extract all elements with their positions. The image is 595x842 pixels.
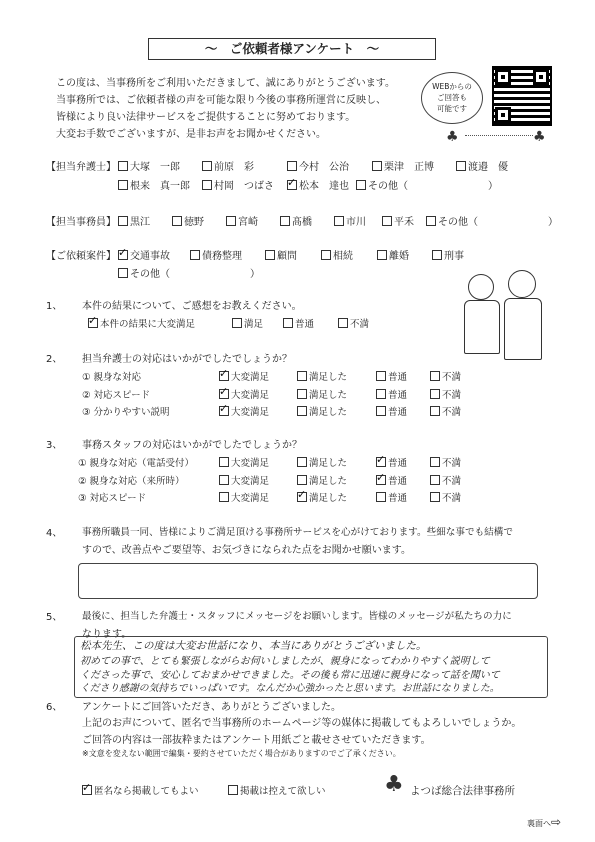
- checkbox-checked[interactable]: [219, 371, 229, 381]
- checkbox[interactable]: [297, 389, 307, 399]
- checkbox[interactable]: [219, 492, 229, 502]
- checkbox[interactable]: [376, 492, 386, 502]
- staff-option[interactable]: 髙橋: [280, 213, 312, 228]
- q5-text-line-2: なります。: [82, 629, 132, 640]
- checkbox[interactable]: [456, 161, 466, 171]
- handwritten-message-line: 松本先生、この度は大変お世話になり、本当にありがとうございました。: [80, 640, 427, 652]
- lawyer-option[interactable]: 根来 真一郎: [118, 177, 190, 192]
- lawyer-option[interactable]: 村岡 つばさ: [202, 177, 274, 192]
- q2-option[interactable]: 普通: [376, 387, 407, 401]
- checkbox[interactable]: [430, 389, 440, 399]
- checkbox[interactable]: [376, 406, 386, 416]
- lawyer-option-checked[interactable]: ✓ 松本 達也: [287, 177, 349, 192]
- q3-option[interactable]: 大変満足: [219, 490, 269, 504]
- checkbox[interactable]: [228, 785, 238, 795]
- q6-text-line-3: ご回答の内容は一部抜粋またはアンケート用紙ごと載せさせていただきます。: [82, 735, 431, 746]
- q2-option[interactable]: 満足した: [297, 404, 347, 418]
- case-option[interactable]: 離婚: [377, 247, 409, 262]
- q3-option[interactable]: 満足した: [297, 473, 347, 487]
- checkbox[interactable]: [226, 216, 236, 226]
- q3-text: 事務スタッフの対応はいかがでしたでしょうか？: [82, 440, 302, 451]
- qr-code[interactable]: [492, 66, 552, 126]
- checkbox[interactable]: [377, 250, 387, 260]
- case-option[interactable]: 相続: [321, 247, 353, 262]
- q1-option-checked[interactable]: ✓本件の結果に大変満足: [88, 316, 195, 330]
- q5-number: 5、: [46, 612, 63, 623]
- checkbox[interactable]: [334, 216, 344, 226]
- q4-answer-box[interactable]: [78, 563, 538, 599]
- q2-option[interactable]: 普通: [376, 404, 407, 418]
- next-page-link[interactable]: 裏面へ⇨: [527, 815, 562, 829]
- case-label: 【ご依頼案件】: [46, 251, 116, 262]
- q6-number: 6、: [46, 702, 63, 713]
- checkbox[interactable]: [190, 250, 200, 260]
- q4-number: 4、: [46, 528, 63, 539]
- q2-row-label: ② 対応スピード: [82, 390, 151, 401]
- q3-row-label: ① 親身な対応（電話受付）: [78, 458, 195, 469]
- handwritten-message-line: くださり感謝の気持ちでいっぱいです。なんだか心強かったと思います。お世話になりました。: [80, 683, 500, 694]
- checkbox[interactable]: [382, 216, 392, 226]
- lawyer-option[interactable]: 栗津 正博: [372, 158, 434, 173]
- checkbox[interactable]: [430, 371, 440, 381]
- q2-option-checked[interactable]: ✓ 大変満足: [219, 387, 269, 401]
- q3-option[interactable]: 大変満足: [219, 473, 269, 487]
- q1-text: 本件の結果について、ご感想をお教えください。: [82, 301, 302, 312]
- checkbox[interactable]: [219, 475, 229, 485]
- q2-option-checked[interactable]: ✓ 大変満足: [219, 404, 269, 418]
- checkbox[interactable]: [202, 161, 212, 171]
- q2-row-label: ① 親身な対応: [82, 372, 142, 383]
- lawyer-option[interactable]: 渡邉 優: [456, 158, 508, 173]
- handwritten-message-line: くださった事で、安心しておまかせできました。その後も常に迅速に親身になって話を聞いて: [80, 670, 500, 681]
- checkbox[interactable]: [356, 180, 366, 190]
- q6-text-line-2: 上記のお声について、匿名で当事務所のホームページ等の媒体に掲載してもよろしいでしょうか。: [82, 718, 522, 729]
- checkbox[interactable]: [280, 216, 290, 226]
- q3-option[interactable]: 満足した: [297, 455, 347, 469]
- q6-option[interactable]: 掲載は控えて欲しい: [228, 783, 326, 797]
- decorative-divider: [465, 135, 533, 136]
- q2-option[interactable]: 不満: [430, 387, 461, 401]
- q3-option[interactable]: 不満: [430, 490, 461, 504]
- q6-text-line-1: アンケートにご回答いただき、ありがとうございました。: [82, 702, 341, 713]
- web-answer-note: WEBからの ご回答も 可能です: [421, 72, 483, 124]
- lawyer-option[interactable]: 今村 公治: [287, 158, 349, 173]
- checkbox[interactable]: [297, 475, 307, 485]
- checkbox[interactable]: [430, 457, 440, 467]
- lawyer-option-other[interactable]: その他（ ）: [356, 177, 498, 192]
- case-option[interactable]: 刑事: [432, 247, 464, 262]
- staff-option[interactable]: 平禾: [382, 213, 414, 228]
- intro-line-2: 当事務所では、ご依頼者様の声を可能な限り今後の事務所運営に反映し、: [56, 95, 386, 106]
- checkbox[interactable]: [426, 216, 436, 226]
- checkbox[interactable]: [283, 318, 293, 328]
- checkbox[interactable]: [265, 250, 275, 260]
- checkbox[interactable]: [297, 457, 307, 467]
- checkbox[interactable]: [118, 216, 128, 226]
- q6-option-checked[interactable]: ✓匿名なら掲載してもよい: [82, 783, 199, 797]
- q2-option[interactable]: 満足した: [297, 369, 347, 383]
- case-option[interactable]: 顧問: [265, 247, 297, 262]
- clover-logo-icon: ♣: [384, 772, 404, 797]
- case-option-checked[interactable]: ✓ 交通事故: [118, 247, 170, 262]
- q3-option-checked[interactable]: ✓ 普通: [376, 455, 407, 469]
- checkbox[interactable]: [297, 371, 307, 381]
- checkbox[interactable]: [372, 161, 382, 171]
- q3-option[interactable]: 不満: [430, 455, 461, 469]
- q2-option[interactable]: 満足した: [297, 387, 347, 401]
- checkbox[interactable]: [202, 180, 212, 190]
- staff-option-other[interactable]: その他（ ）: [426, 213, 558, 228]
- checkbox[interactable]: [321, 250, 331, 260]
- checkbox[interactable]: [432, 250, 442, 260]
- q5-text-line-1: 最後に、担当した弁護士・スタッフにメッセージをお願いします。皆様のメッセージが私たちの力に: [82, 611, 512, 622]
- handwritten-message-line: 初めての事で、とても緊張しながらお伺いしましたが、親身になってわかりやすく説明して: [80, 656, 490, 667]
- clover-icon: ♣: [446, 129, 459, 145]
- q3-option-checked[interactable]: ✓ 普通: [376, 473, 407, 487]
- lawyers-illustration: [462, 270, 552, 365]
- lawyer-option[interactable]: 大塚 一郎: [118, 158, 180, 173]
- q2-row-label: ③ 分かりやすい説明: [82, 407, 170, 418]
- q4-text-line-1: 事務所職員一同、皆様によりご満足頂ける事務所サービスを心がけております。些細な事でも結構で: [82, 527, 513, 538]
- q2-option[interactable]: 不満: [430, 369, 461, 383]
- q2-option[interactable]: 普通: [376, 369, 407, 383]
- staff-option[interactable]: 黒江: [118, 213, 150, 228]
- checkbox[interactable]: [376, 389, 386, 399]
- intro-line-4: 大変お手数でございますが、是非お声をお聞かせください。: [56, 129, 326, 140]
- checkbox[interactable]: [118, 268, 128, 278]
- checkbox[interactable]: [338, 318, 348, 328]
- q3-option[interactable]: 普通: [376, 490, 407, 504]
- staff-option[interactable]: 市川: [334, 213, 366, 228]
- case-option[interactable]: 債務整理: [190, 247, 242, 262]
- staff-option[interactable]: 徳野: [172, 213, 204, 228]
- q4-text-line-2: すので、改善点やご要望等、お気づきになられた点をお聞かせ願います。: [82, 545, 411, 556]
- intro-line-1: この度は、当事務所をご利用いただきまして、誠にありがとうございます。: [56, 78, 395, 89]
- q3-row-label: ② 親身な対応（来所時）: [78, 476, 185, 487]
- checkbox-checked[interactable]: [88, 318, 98, 328]
- checkbox-checked[interactable]: [219, 406, 229, 416]
- lawyer-label: 【担当弁護士】: [46, 162, 116, 173]
- intro-line-3: 皆様により良い法律サービスをご提供することに努めております。: [56, 112, 356, 123]
- q3-row-label: ③ 対応スピード: [78, 493, 147, 504]
- staff-label: 【担当事務員】: [46, 217, 116, 228]
- checkbox[interactable]: [118, 161, 128, 171]
- q1-option[interactable]: 不満: [338, 316, 369, 330]
- checkbox-checked[interactable]: [376, 457, 386, 467]
- q2-number: 2、: [46, 354, 63, 365]
- firm-name: よつば総合法律事務所: [410, 785, 515, 797]
- checkbox[interactable]: [172, 216, 182, 226]
- q1-number: 1、: [46, 301, 63, 312]
- q3-number: 3、: [46, 440, 63, 451]
- checkbox[interactable]: [297, 406, 307, 416]
- checkbox-checked[interactable]: [297, 492, 307, 502]
- q3-option-checked[interactable]: ✓ 満足した: [297, 490, 347, 504]
- checkbox-checked[interactable]: [287, 180, 297, 190]
- checkbox[interactable]: [287, 161, 297, 171]
- checkbox-checked[interactable]: [118, 250, 128, 260]
- q3-option[interactable]: 不満: [430, 473, 461, 487]
- checkbox[interactable]: [232, 318, 242, 328]
- checkbox[interactable]: [430, 406, 440, 416]
- lawyer-option[interactable]: 前原 彩: [202, 158, 254, 173]
- q1-option[interactable]: 普通: [283, 316, 314, 330]
- q2-option[interactable]: 不満: [430, 404, 461, 418]
- q6-note: ※文意を変えない範囲で編集・要約させていただく場合がありますのでご了承ください。: [82, 749, 401, 758]
- staff-option[interactable]: 宮崎: [226, 213, 258, 228]
- clover-icon: ♣: [533, 129, 546, 145]
- checkbox[interactable]: [118, 180, 128, 190]
- q1-option[interactable]: 満足: [232, 316, 263, 330]
- checkbox[interactable]: [376, 371, 386, 381]
- arrow-right-icon: ⇨: [551, 815, 562, 829]
- page-title: 〜 ご依頼者様アンケート 〜: [148, 38, 436, 60]
- checkbox-checked[interactable]: [82, 785, 92, 795]
- q2-option-checked[interactable]: ✓ 大変満足: [219, 369, 269, 383]
- checkbox-checked[interactable]: [219, 389, 229, 399]
- q2-text: 担当弁護士の対応はいかがでしたでしょうか？: [82, 354, 292, 365]
- checkbox-checked[interactable]: [376, 475, 386, 485]
- case-option-other[interactable]: その他（ ）: [118, 265, 260, 280]
- checkbox[interactable]: [219, 457, 229, 467]
- checkbox[interactable]: [430, 475, 440, 485]
- checkbox[interactable]: [430, 492, 440, 502]
- q3-option[interactable]: 大変満足: [219, 455, 269, 469]
